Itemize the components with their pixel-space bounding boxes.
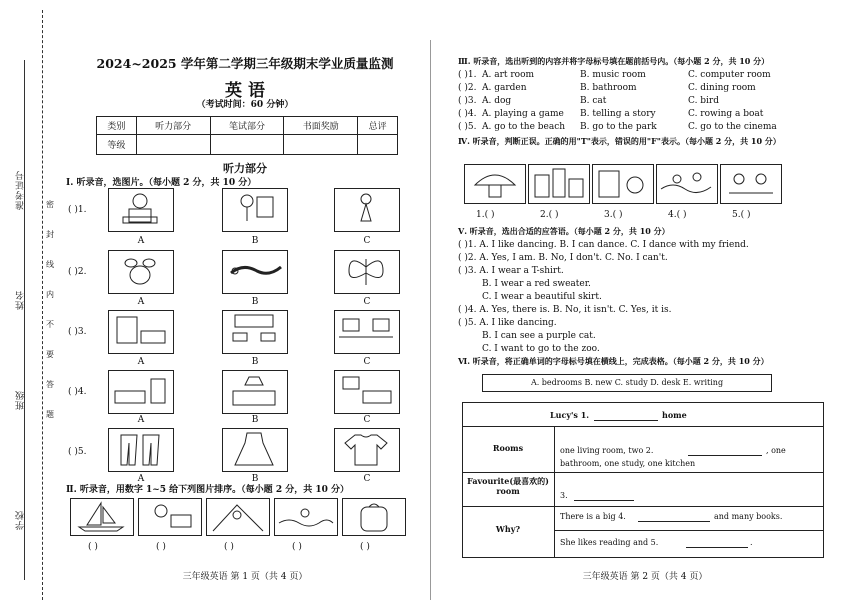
question-number: ( )1. bbox=[458, 70, 477, 80]
grade-cell[interactable] bbox=[136, 135, 210, 155]
fill-line bbox=[24, 60, 25, 580]
grade-cell[interactable] bbox=[358, 135, 398, 155]
seal-character: 封 bbox=[46, 230, 54, 239]
response-line: ( )3. A. I wear a T-shirt. bbox=[458, 266, 564, 276]
score-header: 听力部分 bbox=[136, 117, 210, 135]
swimming-picture[interactable] bbox=[274, 498, 338, 536]
option-label: C bbox=[363, 236, 371, 246]
row-label-why: Why? bbox=[495, 524, 521, 534]
option-label: B bbox=[251, 357, 259, 367]
score-header: 总评 bbox=[358, 117, 398, 135]
t-shirt-picture[interactable] bbox=[334, 428, 400, 472]
option-label: B bbox=[251, 474, 259, 484]
answer-option[interactable]: C. go to the cinema bbox=[688, 122, 777, 132]
judge-blank[interactable]: 5.( ) bbox=[732, 210, 751, 220]
question-number: ( )3. bbox=[68, 327, 87, 337]
exam-title: 2024~2025 学年第二学期三年级期末学业质量监测 bbox=[96, 56, 394, 71]
option-label: C bbox=[363, 297, 371, 307]
rooms-text-2: , one bbox=[766, 446, 786, 455]
score-table bbox=[96, 116, 398, 155]
dress-picture[interactable] bbox=[222, 428, 288, 472]
part3-title: Ⅲ. 听录音，选出听到的内容并将字母标号填在题前括号内。（每小题 2 分，共 10 分） bbox=[458, 56, 770, 66]
why-text-4: . bbox=[750, 538, 753, 547]
answer-blank-3[interactable] bbox=[574, 500, 634, 501]
answer-option[interactable]: B. bathroom bbox=[580, 83, 637, 93]
cooking-picture[interactable] bbox=[138, 498, 202, 536]
study-room-picture[interactable] bbox=[108, 310, 174, 354]
response-line: C. I want to go to the zoo. bbox=[482, 344, 600, 354]
option-label: A bbox=[137, 474, 145, 484]
grade-cell[interactable] bbox=[284, 135, 358, 155]
option-label: C bbox=[363, 415, 371, 425]
answer-option[interactable]: B. telling a story bbox=[580, 109, 656, 119]
part1-title: Ⅰ. 听录音，选图片。（每小题 2 分，共 10 分） bbox=[66, 178, 257, 188]
answer-blank-1[interactable] bbox=[594, 420, 658, 421]
pants-picture[interactable] bbox=[108, 428, 174, 472]
response-line: ( )1. A. I like dancing. B. I can dance. C. I dance with my friend. bbox=[458, 240, 749, 250]
part6-title: Ⅵ. 听录音，将正确单词的字母标号填在横线上，完成表格。（每小题 2 分，共 10 分） bbox=[458, 356, 769, 366]
seal-character: 不 bbox=[46, 320, 54, 329]
grade-cell[interactable] bbox=[210, 135, 284, 155]
answer-option[interactable]: B. music room bbox=[580, 70, 646, 80]
question-number: ( )1. bbox=[68, 205, 87, 215]
answer-option[interactable]: A. art room bbox=[482, 70, 535, 80]
question-number: ( )2. bbox=[68, 267, 87, 277]
answer-option[interactable]: B. go to the park bbox=[580, 122, 657, 132]
answer-option[interactable]: B. cat bbox=[580, 96, 607, 106]
bee-picture[interactable] bbox=[108, 250, 174, 294]
response-line: ( )4. A. Yes, there is. B. No, it isn't. C. Yes, it is. bbox=[458, 305, 672, 315]
order-blank[interactable]: ( ) bbox=[156, 542, 166, 552]
response-line: C. I wear a beautiful skirt. bbox=[482, 292, 602, 302]
response-line: ( )5. A. I like dancing. bbox=[458, 318, 557, 328]
score-header: 笔试部分 bbox=[210, 117, 284, 135]
page-footer: 三年级英语 第 1 页（共 4 页） bbox=[182, 572, 308, 582]
climbing-picture[interactable] bbox=[206, 498, 270, 536]
table-rule bbox=[462, 426, 824, 427]
backpack-picture[interactable] bbox=[342, 498, 406, 536]
bedroom-picture[interactable] bbox=[108, 370, 174, 414]
response-line: ( )2. A. Yes, I am. B. No, I don't. C. No. I can't. bbox=[458, 253, 668, 263]
school-label: 学校 bbox=[16, 510, 26, 530]
word-bank-text: A. bedrooms B. new C. study D. desk E. writing bbox=[530, 378, 724, 387]
music-picture[interactable] bbox=[720, 164, 782, 204]
favourite-text: 3. bbox=[560, 491, 568, 500]
pool-picture[interactable] bbox=[592, 164, 654, 204]
question-number: ( )3. bbox=[458, 96, 477, 106]
judge-blank[interactable]: 3.( ) bbox=[604, 210, 623, 220]
option-label: B bbox=[251, 297, 259, 307]
page-footer: 三年级英语 第 2 页（共 4 页） bbox=[582, 572, 708, 582]
classroom-picture[interactable] bbox=[222, 310, 288, 354]
desk-lamp-picture[interactable] bbox=[222, 370, 288, 414]
seal-character: 要 bbox=[46, 350, 54, 359]
score-header: 书面奖励 bbox=[284, 117, 358, 135]
swimmers-picture[interactable] bbox=[656, 164, 718, 204]
seal-character: 题 bbox=[46, 410, 54, 419]
butterfly-picture[interactable] bbox=[334, 250, 400, 294]
response-line: B. I can see a purple cat. bbox=[482, 331, 596, 341]
order-blank[interactable]: ( ) bbox=[88, 542, 98, 552]
part4-title: Ⅳ. 听录音，判断正误。正确的用"T"表示，错误的用"F"表示。（每小题 2 分，共 10 分） bbox=[458, 136, 781, 146]
question-number: ( )5. bbox=[458, 122, 477, 132]
word-bank bbox=[482, 374, 772, 392]
mushroom-picture[interactable] bbox=[464, 164, 526, 204]
option-label: A bbox=[137, 357, 145, 367]
sailboat-picture[interactable] bbox=[70, 498, 134, 536]
answer-blank-4[interactable] bbox=[638, 521, 710, 522]
row-label-favourite: Favourite(最喜欢的) room bbox=[467, 476, 549, 496]
lizard-picture[interactable] bbox=[222, 250, 288, 294]
grade-row-label: 等级 bbox=[97, 135, 137, 155]
question-number: ( )4. bbox=[68, 387, 87, 397]
table-rule bbox=[554, 530, 824, 531]
seat-label: 准考证号 bbox=[16, 170, 26, 210]
question-number: ( )4. bbox=[458, 109, 477, 119]
question-number: ( )5. bbox=[68, 447, 87, 457]
reading-girl-picture[interactable] bbox=[108, 188, 174, 232]
exam-time: （考试时间：60 分钟） bbox=[196, 100, 294, 110]
judge-blank[interactable]: 4.( ) bbox=[668, 210, 687, 220]
rooms-text-1: one living room, two 2. bbox=[560, 446, 654, 455]
city-street-picture[interactable] bbox=[528, 164, 590, 204]
painting-boy-picture[interactable] bbox=[222, 188, 288, 232]
seal-line bbox=[42, 10, 43, 600]
table-rule bbox=[462, 472, 824, 473]
seal-character: 线 bbox=[46, 260, 54, 269]
option-label: B bbox=[251, 415, 259, 425]
order-blank[interactable]: ( ) bbox=[292, 542, 302, 552]
judge-blank[interactable]: 2.( ) bbox=[540, 210, 559, 220]
subject-title: 英 语 bbox=[225, 81, 265, 101]
table-rule bbox=[462, 506, 824, 507]
answer-blank-2[interactable] bbox=[688, 455, 762, 456]
answer-option[interactable]: A. go to the beach bbox=[482, 122, 566, 132]
part2-title: Ⅱ. 听录音，用数字 1~5 给下列图片排序。（每小题 2 分，共 10 分） bbox=[66, 485, 350, 495]
option-label: A bbox=[137, 236, 145, 246]
order-blank[interactable]: ( ) bbox=[360, 542, 370, 552]
table-title-post: home bbox=[662, 410, 687, 420]
table-col-rule bbox=[554, 426, 555, 558]
judge-blank[interactable]: 1.( ) bbox=[476, 210, 495, 220]
standing-girl-picture[interactable] bbox=[334, 188, 400, 232]
table-title-pre: Lucy's 1. bbox=[550, 410, 590, 420]
option-label: B bbox=[251, 236, 259, 246]
option-label: C bbox=[363, 474, 371, 484]
answer-option[interactable]: A. dog bbox=[482, 96, 512, 106]
living-room-picture[interactable] bbox=[334, 370, 400, 414]
answer-option[interactable]: A. playing a game bbox=[482, 109, 564, 119]
why-text-2: and many books. bbox=[714, 512, 783, 521]
row-label-rooms: Rooms bbox=[492, 443, 524, 453]
answer-option[interactable]: C. bird bbox=[688, 96, 719, 106]
option-label: A bbox=[137, 415, 145, 425]
response-line: B. I wear a red sweater. bbox=[482, 279, 591, 289]
rooms-text-3: bathroom, one study, one kitchen bbox=[560, 459, 696, 468]
question-number: ( )2. bbox=[458, 83, 477, 93]
order-blank[interactable]: ( ) bbox=[224, 542, 234, 552]
seal-character: 答 bbox=[46, 380, 54, 389]
answer-option[interactable]: C. dining room bbox=[688, 83, 756, 93]
option-label: C bbox=[363, 357, 371, 367]
answer-option[interactable]: C. rowing a boat bbox=[688, 109, 764, 119]
answer-option[interactable]: A. garden bbox=[482, 83, 527, 93]
score-header: 类别 bbox=[97, 117, 137, 135]
computer-room-picture[interactable] bbox=[334, 310, 400, 354]
answer-blank-5[interactable] bbox=[686, 547, 748, 548]
why-text-1: There is a big 4. bbox=[560, 512, 626, 521]
listening-heading: 听力部分 bbox=[223, 162, 267, 175]
answer-option[interactable]: C. computer room bbox=[688, 70, 771, 80]
part5-title: Ⅴ. 听录音，选出合适的应答语。（每小题 2 分，共 10 分） bbox=[458, 226, 670, 236]
seal-character: 内 bbox=[46, 290, 54, 299]
option-label: A bbox=[137, 297, 145, 307]
seal-character: 密 bbox=[46, 200, 54, 209]
class-label: 班级 bbox=[16, 390, 26, 410]
why-text-3: She likes reading and 5. bbox=[560, 538, 659, 547]
name-label: 姓名 bbox=[16, 290, 26, 310]
